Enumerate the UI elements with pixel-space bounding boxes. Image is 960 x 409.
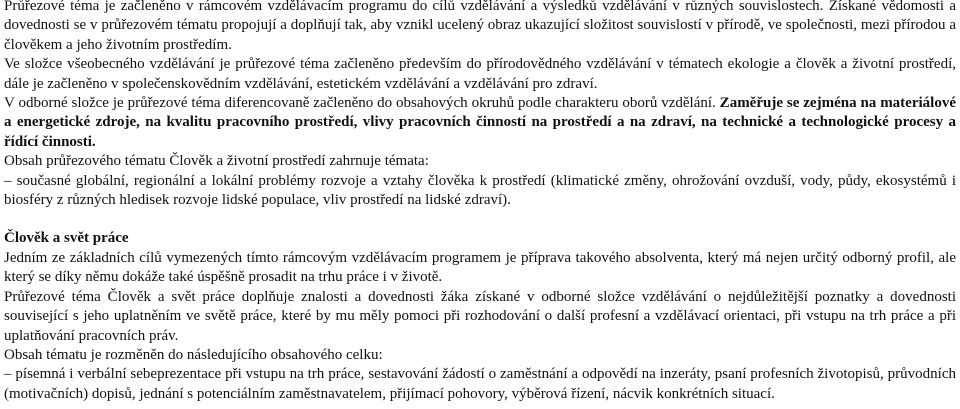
vocational-focus-bold: Zaměřuje se zejména na materiálové a energetické zdroje, na kvalitu pracovního prostředí, vlivy pracovních činností na prostředí a na zdraví, na technické a technologické procesy a řídící činnosti.: [4, 95, 956, 150]
content-list-item: – písemná i verbální sebeprezentace při vstupu na trh práce, sestavování žádostí o zaměstnání a odpovědí na inzeráty, psaní profesních životopisů, průvodních (motivačních) dopisů, jednání s potenciálním zaměstnavatelem, přijímací pohovory, výběrová řízení, nácvik konkrétních situací.: [4, 366, 956, 402]
section-gap: [4, 210, 956, 229]
paragraph-content-intro: Obsah tématu je rozměněn do následujícího obsahového celku:: [4, 346, 383, 363]
section-heading-work: Člověk a svět práce: [4, 230, 129, 247]
paragraph-cross-topic: Průřezové téma Člověk a svět práce doplňuje znalosti a dovednosti žáka získané v odborné složce vzdělávání o nejdůležitější poznatky a dovednosti související s jeho uplatněním ve světě práce, které by mu měly pomoci při rozhodování o další profesní a vzdělávací orientaci, při vstupu na trh práce a při uplatňování pracovních práv.: [4, 288, 956, 344]
topic-list-item: – současné globální, regionální a lokální problémy rozvoje a vztahy člověka k prostředí (klimatické změny, ohrožování ovzduší, vody, půdy, ekosystémů i biosféry z různých hledisek rozvoje lidské populace, vliv prostředí na lidské zdraví).: [4, 172, 956, 209]
paragraph-topic-intro: Obsah průřezového tématu Člověk a životní prostředí zahrnuje témata:: [4, 153, 429, 170]
paragraph-general-education: Ve složce všeobecného vzdělávání je průřezové téma začleněno především do přírodovědného vzdělávání v tématech ekologie a člověk a životní prostředí, dále je začleněno v společenskovědním vzdělávání, estetickém vzdělávání a vzdělávání pro zdraví.: [4, 56, 956, 92]
vocational-text: V odborné složce je průřezové téma diferencovaně začleněno do obsahových okruhů podle charakteru oborů vzdělání.: [4, 95, 716, 112]
paragraph-goal: Jedním ze základních cílů vymezených tímto rámcovým vzdělávacím programem je příprava takového absolventa, který má nejen určitý odborný profil, ale který se díky němu dokáže také úspěšně prosadit na trhu práce i v životě.: [4, 249, 956, 286]
paragraph-vocational-component: [4, 94, 956, 152]
paragraph-integration: Průřezové téma je začleněno v rámcovém vzdělávacím programu do cílů vzdělávání a výsledků vzdělávání v různých souvislostech. Získané vědomosti a dovednosti se v průřezovém tématu propojují a doplňují tak, aby vznikl ucelený obraz ukazující složitost souvislostí v přírodě, ve společnosti, mezi přírodou a člověkem a jeho životním prostředím.: [4, 0, 956, 53]
document-page: [4, 0, 956, 404]
